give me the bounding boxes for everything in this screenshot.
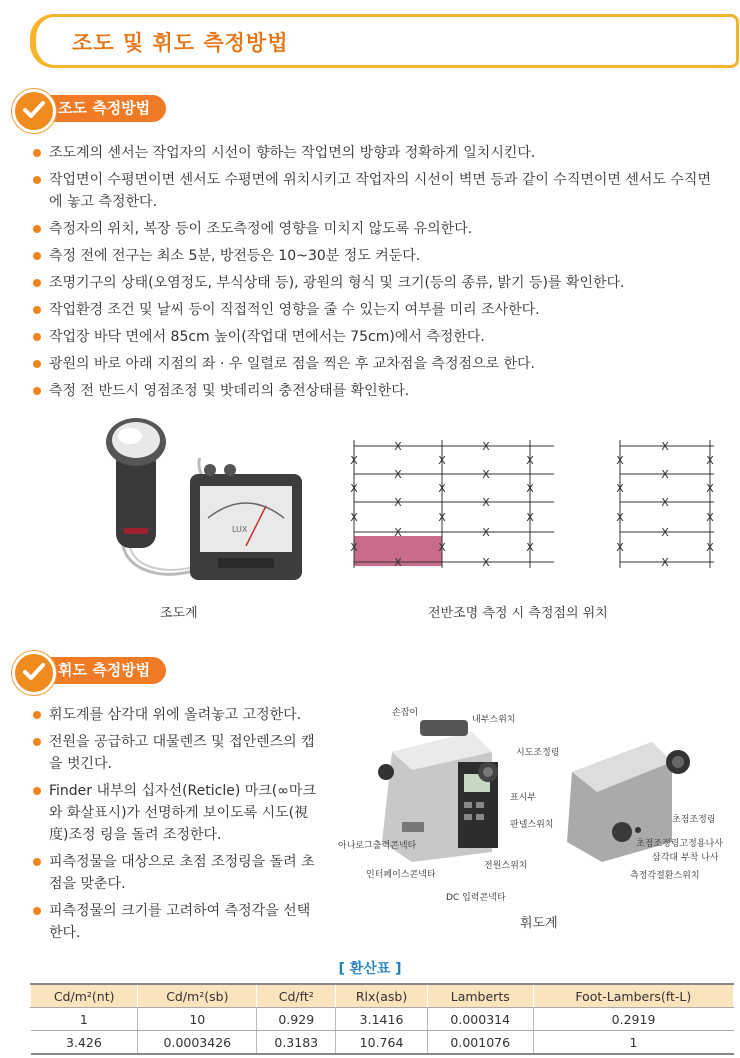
measurement-point-mark: X bbox=[706, 511, 714, 524]
table-cell: 0.000314 bbox=[427, 1008, 533, 1031]
lux-meter-illustration bbox=[80, 418, 310, 598]
part-label-tripod-screw: 삼각대 부착 나사 bbox=[652, 853, 719, 863]
list-item: 측정 전 반드시 영점조정 및 밧데리의 충전상태를 확인한다. bbox=[33, 380, 723, 402]
part-label-focus-ring-screw: 초점조정링고정용나사 bbox=[636, 839, 723, 849]
measurement-point-mark: X bbox=[661, 468, 669, 481]
list-item: 작업환경 조건 및 날씨 등이 직접적인 영향을 줄 수 있는지 여부를 미리 조사한다. bbox=[33, 299, 723, 321]
part-label-judgment-switch: 판넬스위치 bbox=[510, 820, 554, 830]
part-label-focus-ring: 초점조정링 bbox=[672, 815, 716, 825]
measurement-point-mark: X bbox=[526, 511, 534, 524]
measurement-point-mark: X bbox=[661, 496, 669, 509]
measurement-point-mark: X bbox=[526, 454, 534, 467]
table-header-row bbox=[31, 984, 734, 1008]
table-row bbox=[31, 1008, 734, 1031]
measurement-point-mark: X bbox=[661, 440, 669, 453]
measurement-point-mark: X bbox=[482, 556, 490, 569]
part-label-angle-switch: 측정각절환스위치 bbox=[630, 871, 700, 881]
lux-label: LUX bbox=[232, 525, 248, 534]
check-icon bbox=[12, 89, 56, 133]
caption-luminance-meter: 휘도계 bbox=[520, 916, 558, 931]
table-header-cell: Lamberts bbox=[427, 984, 533, 1008]
list-item: 피측정물을 대상으로 초점 조정링을 돌려 초점을 맞춘다. bbox=[33, 851, 323, 895]
measurement-point-mark: X bbox=[482, 468, 490, 481]
measurement-point-mark: X bbox=[661, 556, 669, 569]
table-cell: 3.1416 bbox=[336, 1008, 428, 1031]
table-cell: 3.426 bbox=[31, 1031, 138, 1055]
list-item: 광원의 바로 아래 지점의 좌 · 우 일렬로 점을 찍은 후 교차점을 측정점으로 한다. bbox=[33, 353, 723, 375]
measurement-point-mark: X bbox=[616, 541, 624, 554]
measurement-point-mark: X bbox=[616, 454, 624, 467]
measurement-point-mark: X bbox=[350, 454, 358, 467]
part-label-internal-switch: 내부스위치 bbox=[472, 715, 516, 725]
measurement-point-mark: X bbox=[661, 526, 669, 539]
part-label-analog-output: 아나로그출력콘넥타 bbox=[338, 841, 417, 851]
measurement-point-mark: X bbox=[394, 440, 402, 453]
measurement-point-mark: X bbox=[394, 468, 402, 481]
table-header-cell: Cd/m²(nt) bbox=[31, 984, 138, 1008]
measurement-point-mark: X bbox=[526, 541, 534, 554]
measurement-point-mark: X bbox=[482, 526, 490, 539]
page-title: 조도 및 휘도 측정방법 bbox=[72, 31, 289, 55]
caption-measurement-grid: 전반조명 측정 시 측정점의 위치 bbox=[428, 606, 608, 621]
part-label-display: 표시부 bbox=[510, 793, 537, 803]
list-item: 측정 전에 전구는 최소 5분, 방전등은 10~30분 정도 켜둔다. bbox=[33, 245, 723, 267]
measurement-point-mark: X bbox=[438, 541, 446, 554]
table-cell: 1 bbox=[31, 1008, 138, 1031]
table-cell: 0.2919 bbox=[533, 1008, 733, 1031]
table-cell: 0.0003426 bbox=[138, 1031, 257, 1055]
table-cell: 0.929 bbox=[257, 1008, 336, 1031]
luminance-bullet-list bbox=[33, 704, 323, 949]
measurement-point-mark: X bbox=[438, 454, 446, 467]
part-label-handle: 손잡이 bbox=[392, 708, 419, 718]
measurement-point-mark: X bbox=[482, 440, 490, 453]
measurement-grid-right bbox=[596, 432, 722, 582]
table-title: [ 환산표 ] bbox=[338, 961, 402, 977]
table-cell: 1 bbox=[533, 1031, 733, 1055]
list-item: 휘도계를 삼각대 위에 올려놓고 고정한다. bbox=[33, 704, 323, 726]
check-icon bbox=[12, 651, 56, 695]
measurement-point-mark: X bbox=[706, 541, 714, 554]
part-label-interface: 인터페이스콘넥타 bbox=[366, 870, 436, 880]
measurement-point-mark: X bbox=[616, 482, 624, 495]
list-item: 전원을 공급하고 대물렌즈 및 접안렌즈의 캡을 벗긴다. bbox=[33, 731, 323, 775]
page-title-box bbox=[30, 14, 739, 68]
table-cell: 10.764 bbox=[336, 1031, 428, 1055]
measurement-point-mark: X bbox=[482, 496, 490, 509]
section-heading-label: 조도 측정방법 bbox=[42, 95, 166, 122]
part-label-dc-input: DC 입력콘넥타 bbox=[446, 893, 506, 903]
list-item: 조도계의 센서는 작업자의 시선이 향하는 작업면의 방향과 정확하게 일치시킨다. bbox=[33, 142, 723, 164]
table-cell: 10 bbox=[138, 1008, 257, 1031]
measurement-point-mark: X bbox=[394, 496, 402, 509]
list-item: 작업면이 수평면이면 센서도 수평면에 위치시키고 작업자의 시선이 벽면 등과 같이 수직면이면 센서도 수직면에 놓고 측정한다. bbox=[33, 169, 723, 213]
measurement-point-mark: X bbox=[706, 454, 714, 467]
part-label-diopter-ring: 시도조정링 bbox=[516, 748, 560, 758]
table-header-cell: Rlx(asb) bbox=[336, 984, 428, 1008]
table-row bbox=[31, 1031, 734, 1055]
table-header-cell: Cd/ft² bbox=[257, 984, 336, 1008]
measurement-grid-left bbox=[340, 432, 560, 582]
measurement-point-mark: X bbox=[616, 511, 624, 524]
part-label-power-switch: 전원스위치 bbox=[484, 861, 528, 871]
measurement-point-mark: X bbox=[350, 482, 358, 495]
table-cell: 0.3183 bbox=[257, 1031, 336, 1055]
measurement-point-mark: X bbox=[438, 511, 446, 524]
list-item: Finder 내부의 십자선(Reticle) 마크(∞마크와 화살표시)가 선명하게 보이도록 시도(視度)조정 링을 돌려 조정한다. bbox=[33, 780, 323, 846]
measurement-point-mark: X bbox=[706, 482, 714, 495]
measurement-point-mark: X bbox=[350, 541, 358, 554]
measurement-point-mark: X bbox=[394, 556, 402, 569]
caption-lux-meter: 조도계 bbox=[160, 606, 198, 621]
measurement-point-mark: X bbox=[394, 526, 402, 539]
section-heading-label: 휘도 측정방법 bbox=[42, 657, 166, 684]
table-header-cell: Foot-Lambers(ft-L) bbox=[533, 984, 733, 1008]
list-item: 조명기구의 상태(오염정도, 부식상태 등), 광원의 형식 및 크기(등의 종류, 밝기 등)를 확인한다. bbox=[33, 272, 723, 294]
measurement-point-mark: X bbox=[350, 511, 358, 524]
measurement-point-mark: X bbox=[526, 482, 534, 495]
table-header-cell: Cd/m²(sb) bbox=[138, 984, 257, 1008]
list-item: 측정자의 위치, 복장 등이 조도측정에 영향을 미치지 않도록 유의한다. bbox=[33, 218, 723, 240]
list-item: 피측정물의 크기를 고려하여 측정각을 선택한다. bbox=[33, 900, 323, 944]
illuminance-bullet-list bbox=[33, 142, 723, 407]
table-cell: 0.001076 bbox=[427, 1031, 533, 1055]
list-item: 작업장 바닥 면에서 85cm 높이(작업대 면에서는 75cm)에서 측정한다. bbox=[33, 326, 723, 348]
measurement-point-mark: X bbox=[438, 482, 446, 495]
conversion-table bbox=[30, 983, 734, 1055]
